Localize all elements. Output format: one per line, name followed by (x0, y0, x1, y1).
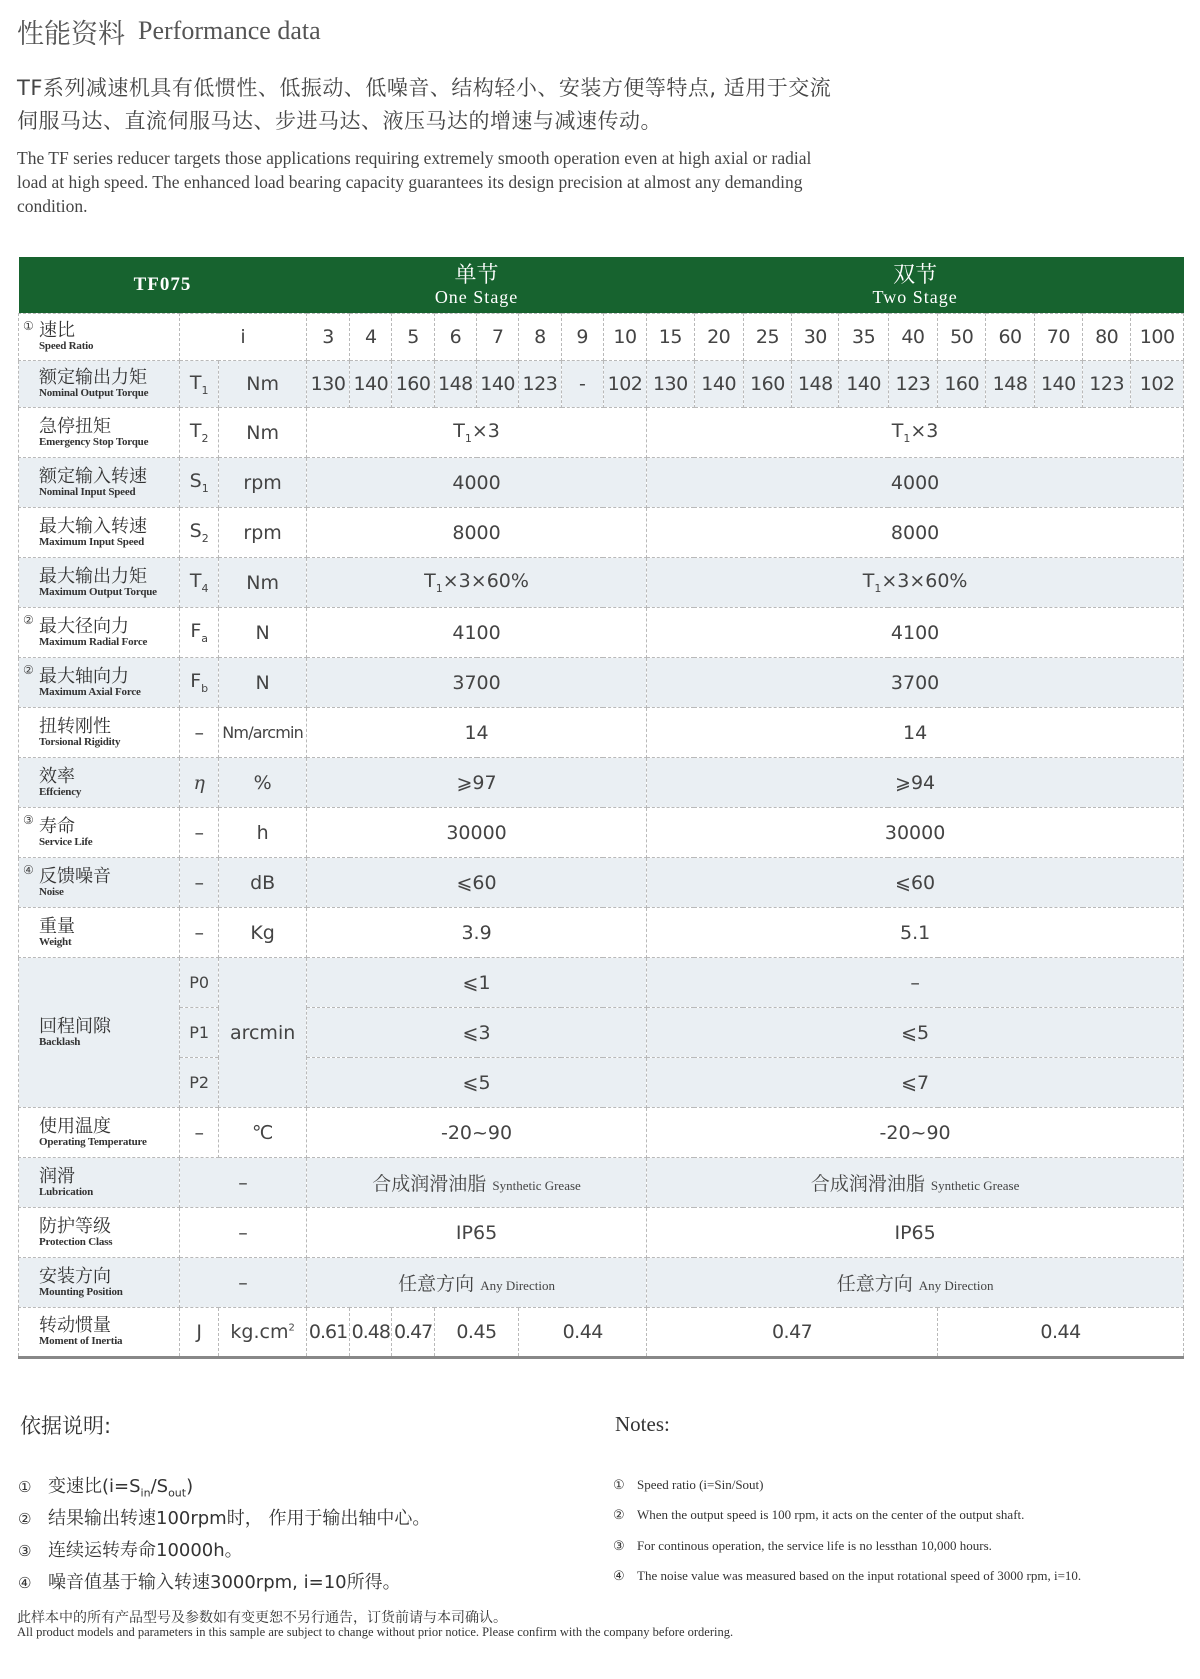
ratio-value: 100 (1131, 314, 1184, 361)
row-label (19, 958, 180, 1108)
one-stage-value: 3.9 (306, 908, 646, 958)
row-unit: Nm (219, 558, 307, 608)
note-mark: ③ (23, 813, 34, 827)
two-stage-value: $T_1\times 3\times 60\%$ (647, 558, 1184, 608)
note-mark: ② (23, 663, 34, 677)
note-zh-item: ④ 噪音值基于输入转速3000rpm, i=10所得。 (18, 1572, 401, 1593)
ratio-value: 60 (986, 314, 1034, 361)
label-zh: 转动惯量 (39, 1315, 111, 1336)
label-zh: 反馈噪音 (39, 865, 111, 887)
torque-value: 130 (306, 361, 349, 408)
one-stage-value: 任意方向 Any Direction (306, 1258, 646, 1308)
row-label (19, 508, 180, 558)
label-en: Nominal Input Speed (39, 485, 136, 498)
row-label (19, 1258, 180, 1308)
two-stage-value: 任意方向 Any Direction (647, 1258, 1184, 1308)
row-label (19, 1158, 180, 1208)
label-zh: 效率 (39, 765, 75, 787)
one-stage-en: One Stage (434, 287, 519, 307)
two-stage-zh: 双节 (893, 263, 938, 288)
row-unit: N (219, 658, 307, 708)
backlash-level: P1 (180, 1008, 219, 1058)
label-zh: 安装方向 (39, 1265, 111, 1287)
label-en: Moment of Inertia (39, 1335, 123, 1347)
ratio-value: 7 (477, 314, 519, 361)
ratio-value: 15 (647, 314, 694, 361)
row-symbol: $T_2$ (180, 408, 219, 458)
inertia-value: 0.45 (434, 1308, 519, 1358)
two-stage-value: $T_1\times 3$ (647, 408, 1184, 458)
table-row-weight (19, 908, 1184, 958)
note-zh-item: ① 变速比$(i=S_{in}/S_{out})$ (18, 1476, 194, 1500)
row-label (19, 608, 180, 658)
table-row-rigidity (19, 708, 1184, 758)
row-label (19, 408, 180, 458)
ratio-value: 9 (561, 314, 603, 361)
torque-value: 140 (477, 361, 519, 408)
row-unit: ℃ (219, 1108, 307, 1158)
row-label (19, 361, 180, 408)
inertia-value: 0.44 (938, 1308, 1184, 1358)
label-en: Maximum Output Torque (39, 585, 157, 598)
note-mark: ② (23, 613, 34, 627)
intro-text-zh: TF系列减速机具有低惯性、低振动、低噪音、结构轻小、安装方便等特点, 适用于交流伺服马达、直流伺服马达、步进马达、液压马达的增速与减速传动。 (17, 76, 832, 133)
row-unit: Kg (219, 908, 307, 958)
torque-value: 160 (392, 361, 434, 408)
note-en-item: ③ For continous operation, the service life is no lessthan 10,000 hours. (613, 1538, 992, 1553)
label-en: Effciency (39, 785, 82, 798)
two-stage-value: 4100 (647, 608, 1184, 658)
label-zh: 重量 (39, 915, 75, 937)
label-en: Noise (39, 885, 64, 898)
ratio-value: 30 (792, 314, 839, 361)
label-zh: 最大径向力 (39, 615, 129, 637)
row-unit: Nm (219, 361, 307, 408)
torque-value: 123 (1083, 361, 1131, 408)
row-unit: $kg.cm^2$ (219, 1308, 307, 1358)
row-symbol: $F_b$ (180, 658, 219, 708)
intro-text-en: The TF series reducer targets those applications requiring extremely smooth operation even at high axial or radial load at high speed. The enhanced load bearing capacity guarantees its design precision at almost any demanding condition. (17, 148, 812, 216)
table-row-nominal-torque (19, 361, 1184, 408)
row-label (19, 758, 180, 808)
note-mark: ① (23, 319, 34, 333)
inertia-value: 0.44 (519, 1308, 647, 1358)
torque-value: 148 (986, 361, 1034, 408)
inertia-value: 0.47 (647, 1308, 938, 1358)
backlash-level: P0 (180, 958, 219, 1008)
row-label (19, 1308, 180, 1358)
label-en: Emergency Stop Torque (39, 435, 149, 448)
ratio-value: 8 (519, 314, 561, 361)
table-row-mounting (19, 1258, 1184, 1308)
two-stage-value: – (647, 958, 1184, 1008)
note-zh-item: ③ 连续运转寿命10000h。 (18, 1540, 243, 1561)
row-symbol: – (180, 1208, 307, 1258)
row-label (19, 458, 180, 508)
table-row-max-speed (19, 508, 1184, 558)
one-stage-value: ⩽1 (306, 958, 646, 1008)
table-row-ratio (19, 314, 1184, 361)
table-row-noise (19, 858, 1184, 908)
row-symbol: J (180, 1308, 219, 1358)
two-stage-value: IP65 (647, 1208, 1184, 1258)
torque-value: 123 (888, 361, 937, 408)
inertia-value: 0.47 (392, 1308, 434, 1358)
row-label (19, 314, 180, 361)
two-stage-value: ⩽7 (647, 1058, 1184, 1108)
one-stage-value: IP65 (306, 1208, 646, 1258)
row-label (19, 658, 180, 708)
row-label (19, 1208, 180, 1258)
row-label (19, 808, 180, 858)
label-zh: 速比 (39, 320, 75, 341)
torque-value: 140 (694, 361, 743, 408)
two-stage-value: ⩽60 (647, 858, 1184, 908)
row-symbol: – (180, 1258, 307, 1308)
label-en: Torsional Rigidity (39, 735, 121, 748)
row-unit: Nm (219, 408, 307, 458)
table-row-backlash-p1 (19, 1008, 1184, 1058)
ratio-value: 3 (306, 314, 349, 361)
table-row-radial-force (19, 608, 1184, 658)
two-stage-en: Two Stage (872, 287, 958, 307)
torque-value: 160 (938, 361, 986, 408)
ratio-value: 10 (603, 314, 646, 361)
note-en-item: ④ The noise value was measured based on the input rotational speed of 3000 rpm, i=10. (613, 1568, 1082, 1583)
table-row-efficiency (19, 758, 1184, 808)
torque-value: 123 (519, 361, 561, 408)
notes-title-en: Notes: (615, 1412, 670, 1436)
label-zh: 扭转刚性 (39, 715, 111, 737)
row-label (19, 558, 180, 608)
torque-value: 102 (603, 361, 646, 408)
notes-title-zh: 依据说明: (20, 1414, 112, 1438)
label-en: Weight (39, 935, 72, 948)
row-symbol: – (180, 708, 219, 758)
ratio-value: 50 (938, 314, 986, 361)
two-stage-value: 5.1 (647, 908, 1184, 958)
torque-value: 148 (434, 361, 476, 408)
note-zh-item: ② 结果输出转速100rpm时， 作用于输出轴中心。 (18, 1508, 431, 1529)
row-unit: N (219, 608, 307, 658)
ratio-value: 40 (888, 314, 937, 361)
one-stage-value: 14 (306, 708, 646, 758)
label-en: Service Life (39, 835, 93, 848)
one-stage-value: 30000 (306, 808, 646, 858)
row-label (19, 908, 180, 958)
backlash-level: P2 (180, 1058, 219, 1108)
footer-disclaimer-zh: 此样本中的所有产品型号及参数如有变更恕不另行通告，订货前请与本司确认。 (17, 1610, 507, 1626)
one-stage-value: 3700 (306, 658, 646, 708)
torque-value: 140 (1034, 361, 1082, 408)
table-row-inertia (19, 1308, 1184, 1358)
label-zh: 额定输出力矩 (39, 367, 147, 388)
label-zh: 最大输出力矩 (39, 565, 147, 587)
ratio-value: 80 (1083, 314, 1131, 361)
row-symbol: – (180, 808, 219, 858)
table-row-temperature (19, 1108, 1184, 1158)
ratio-value: 35 (839, 314, 888, 361)
one-stage-value: -20~90 (306, 1108, 646, 1158)
row-symbol: $T_1$ (180, 361, 219, 408)
one-stage-value: $T_1\times 3\times 60\%$ (306, 558, 646, 608)
label-zh: 润滑 (39, 1165, 75, 1187)
page-title-en: Performance data (138, 16, 321, 45)
label-zh: 最大轴向力 (39, 665, 129, 687)
row-unit: rpm (219, 458, 307, 508)
ratio-value: 70 (1034, 314, 1082, 361)
row-unit: Nm/arcmin (219, 708, 307, 758)
row-unit: h (219, 808, 307, 858)
one-stage-header (306, 257, 646, 314)
label-en: Maximum Radial Force (39, 635, 148, 648)
label-zh: 使用温度 (39, 1115, 111, 1137)
label-zh: 急停扭矩 (39, 415, 111, 437)
ratio-value: 6 (434, 314, 476, 361)
torque-value: - (561, 361, 603, 408)
one-stage-value: ⩾97 (306, 758, 646, 808)
two-stage-value: 8000 (647, 508, 1184, 558)
footer-disclaimer-en: All product models and parameters in this sample are subject to change without prior notice. Please confirm with the company before ordering. (17, 1625, 734, 1639)
label-en: Maximum Input Speed (39, 535, 144, 548)
ratio-value: 20 (694, 314, 743, 361)
one-stage-value: 4100 (306, 608, 646, 658)
label-zh: 寿命 (39, 815, 75, 837)
model-name: TF075 (19, 257, 307, 314)
label-en: Maximum Axial Force (39, 685, 141, 698)
torque-value: 140 (350, 361, 392, 408)
label-zh: 最大输入转速 (39, 515, 147, 537)
table-row-axial-force (19, 658, 1184, 708)
table-row-lubrication (19, 1158, 1184, 1208)
two-stage-value: 合成润滑油脂 Synthetic Grease (647, 1158, 1184, 1208)
one-stage-value: 合成润滑油脂 Synthetic Grease (306, 1158, 646, 1208)
one-stage-value: 8000 (306, 508, 646, 558)
two-stage-value: 3700 (647, 658, 1184, 708)
torque-value: 160 (743, 361, 791, 408)
row-unit: dB (219, 858, 307, 908)
row-label (19, 708, 180, 758)
inertia-value: 0.61 (306, 1308, 349, 1358)
one-stage-value: $T_1\times 3$ (306, 408, 646, 458)
row-symbol: – (180, 858, 219, 908)
row-unit: arcmin (219, 958, 307, 1108)
two-stage-header (647, 257, 1184, 314)
ratio-value: 5 (392, 314, 434, 361)
note-en-item: ① Speed ratio (i=Sin/Sout) (613, 1477, 764, 1492)
table-row-max-torque (19, 558, 1184, 608)
two-stage-value: -20~90 (647, 1108, 1184, 1158)
table-row-nominal-speed (19, 458, 1184, 508)
torque-value: 148 (792, 361, 839, 408)
two-stage-value: ⩾94 (647, 758, 1184, 808)
row-symbol: $F_a$ (180, 608, 219, 658)
one-stage-value: ⩽3 (306, 1008, 646, 1058)
row-symbol: η (180, 758, 219, 808)
row-symbol: – (180, 1108, 219, 1158)
note-en-item: ② When the output speed is 100 rpm, it acts on the center of the output shaft. (613, 1507, 1025, 1522)
two-stage-value: 4000 (647, 458, 1184, 508)
label-en: Lubrication (39, 1185, 94, 1198)
one-stage-value: 4000 (306, 458, 646, 508)
ratio-value: 4 (350, 314, 392, 361)
one-stage-value: ⩽60 (306, 858, 646, 908)
two-stage-value: 30000 (647, 808, 1184, 858)
label-zh: 额定输入转速 (39, 465, 147, 487)
row-symbol: $T_4$ (180, 558, 219, 608)
page-title-zh: 性能资料 (17, 19, 125, 50)
label-en: Mounting Position (39, 1285, 123, 1298)
table-row-service-life (19, 808, 1184, 858)
inertia-value: 0.48 (350, 1308, 392, 1358)
one-stage-zh: 单节 (454, 263, 499, 288)
label-en: Protection Class (39, 1235, 113, 1248)
table-row-emergency-torque (19, 408, 1184, 458)
label-en: Operating Temperature (39, 1135, 147, 1148)
label-en: Speed Ratio (39, 340, 94, 352)
ratio-value: 25 (743, 314, 791, 361)
table-row-protection (19, 1208, 1184, 1258)
note-mark: ④ (23, 863, 34, 877)
table-header-row (19, 257, 1184, 314)
torque-value: 130 (647, 361, 694, 408)
table-row-backlash-p2 (19, 1058, 1184, 1108)
row-symbol: $S_1$ (180, 458, 219, 508)
label-zh: 回程间隙 (39, 1015, 111, 1037)
label-zh: 防护等级 (39, 1215, 111, 1237)
row-symbol: – (180, 908, 219, 958)
row-symbol: $S_2$ (180, 508, 219, 558)
torque-value: 102 (1131, 361, 1184, 408)
table-row-backlash-p0 (19, 958, 1184, 1008)
torque-value: 140 (839, 361, 888, 408)
label-en: Nominal Output Torque (39, 387, 149, 399)
row-unit: % (219, 758, 307, 808)
performance-table (18, 257, 1184, 1359)
row-label (19, 1108, 180, 1158)
row-symbol: – (180, 1158, 307, 1208)
ratio-symbol: i (180, 314, 307, 361)
two-stage-value: 14 (647, 708, 1184, 758)
row-label (19, 858, 180, 908)
row-unit: rpm (219, 508, 307, 558)
one-stage-value: ⩽5 (306, 1058, 646, 1108)
two-stage-value: ⩽5 (647, 1008, 1184, 1058)
label-en: Backlash (39, 1035, 81, 1048)
